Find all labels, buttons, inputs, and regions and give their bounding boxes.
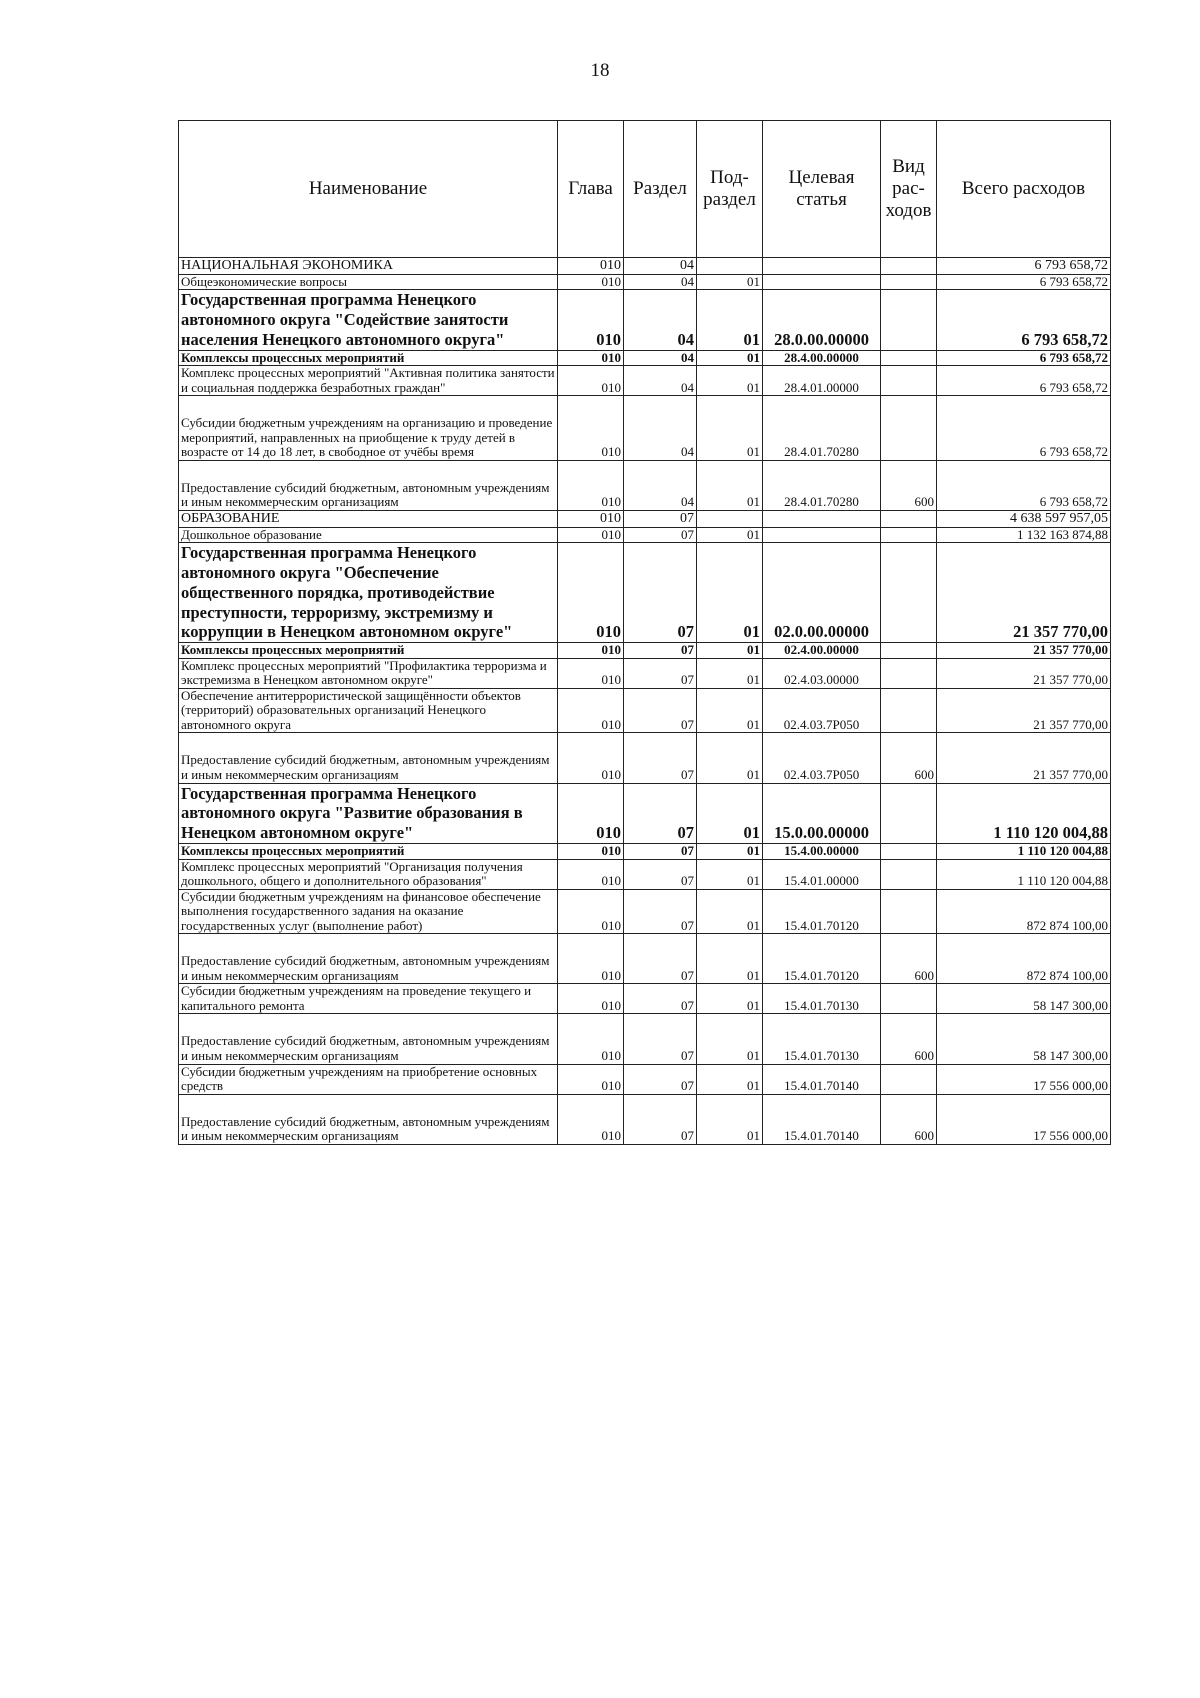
row-target: 02.4.03.00000: [763, 658, 881, 688]
row-total: 6 793 658,72: [937, 396, 1111, 461]
table-row: [179, 859, 1111, 889]
row-name: Комплекс процессных мероприятий "Активная политика занятости и социальная поддержка безработных граждан": [179, 366, 558, 396]
row-podrazdel: 01: [697, 460, 763, 510]
row-target: 15.4.01.70120: [763, 889, 881, 934]
row-total: 21 357 770,00: [937, 543, 1111, 643]
row-target: 15.4.01.70130: [763, 1014, 881, 1064]
row-razdel: 07: [624, 843, 697, 859]
row-podrazdel: [697, 510, 763, 527]
row-total: 4 638 597 957,05: [937, 510, 1111, 527]
row-vid: [881, 366, 937, 396]
row-target: 02.4.03.7Р050: [763, 688, 881, 733]
row-glava: 010: [558, 859, 624, 889]
header-podrazdel: Под- раздел: [697, 121, 763, 258]
row-podrazdel: 01: [697, 274, 763, 290]
row-vid: [881, 543, 937, 643]
row-vid: [881, 889, 937, 934]
row-vid: [881, 783, 937, 843]
row-podrazdel: 01: [697, 843, 763, 859]
table-row: [179, 396, 1111, 461]
row-glava: 010: [558, 350, 624, 366]
row-target: [763, 527, 881, 543]
row-total: 17 556 000,00: [937, 1064, 1111, 1094]
row-glava: 010: [558, 1014, 624, 1064]
row-target: 15.4.00.00000: [763, 843, 881, 859]
table-row: [179, 688, 1111, 733]
row-razdel: 07: [624, 510, 697, 527]
row-razdel: 04: [624, 366, 697, 396]
row-total: 1 132 163 874,88: [937, 527, 1111, 543]
row-total: 1 110 120 004,88: [937, 783, 1111, 843]
header-razdel: Раздел: [624, 121, 697, 258]
row-glava: 010: [558, 783, 624, 843]
row-name: Государственная программа Ненецкого автономного округа "Развитие образования в Ненецком автономном округе": [179, 783, 558, 843]
row-glava: 010: [558, 543, 624, 643]
row-target: 02.4.03.7Р050: [763, 733, 881, 783]
row-vid: [881, 1064, 937, 1094]
row-name: Субсидии бюджетным учреждениям на проведение текущего и капитального ремонта: [179, 984, 558, 1014]
row-razdel: 07: [624, 643, 697, 659]
row-target: [763, 510, 881, 527]
row-total: 6 793 658,72: [937, 460, 1111, 510]
row-glava: 010: [558, 1094, 624, 1144]
table-row: [179, 643, 1111, 659]
row-podrazdel: 01: [697, 889, 763, 934]
row-total: 17 556 000,00: [937, 1094, 1111, 1144]
row-razdel: 04: [624, 290, 697, 350]
row-glava: 010: [558, 889, 624, 934]
row-vid: [881, 510, 937, 527]
row-podrazdel: 01: [697, 366, 763, 396]
table-row: [179, 1064, 1111, 1094]
row-razdel: 07: [624, 527, 697, 543]
row-glava: 010: [558, 290, 624, 350]
row-name: Дошкольное образование: [179, 527, 558, 543]
row-razdel: 04: [624, 258, 697, 275]
row-glava: 010: [558, 258, 624, 275]
header-name: Наименование: [179, 121, 558, 258]
row-vid: [881, 290, 937, 350]
row-vid: 600: [881, 733, 937, 783]
row-podrazdel: 01: [697, 1014, 763, 1064]
row-vid: [881, 859, 937, 889]
row-target: 15.4.01.70140: [763, 1064, 881, 1094]
row-razdel: 07: [624, 783, 697, 843]
row-vid: [881, 843, 937, 859]
table-header-row: [179, 121, 1111, 258]
row-name: Государственная программа Ненецкого автономного округа "Содействие занятости населения Ненецкого автономного округа": [179, 290, 558, 350]
row-name: Субсидии бюджетным учреждениям на организацию и проведение мероприятий, направленных на приобщение к труду детей в возрасте от 14 до 18 лет, в свободное от учёбы время: [179, 396, 558, 461]
row-total: 58 147 300,00: [937, 1014, 1111, 1064]
row-vid: 600: [881, 1094, 937, 1144]
row-name: Предоставление субсидий бюджетным, автономным учреждениям и иным некоммерческим организациям: [179, 733, 558, 783]
row-vid: [881, 396, 937, 461]
row-target: 02.4.00.00000: [763, 643, 881, 659]
row-vid: [881, 527, 937, 543]
header-vid: Вид рас- ходов: [881, 121, 937, 258]
row-target: 28.4.01.70280: [763, 460, 881, 510]
row-razdel: 07: [624, 1094, 697, 1144]
row-razdel: 07: [624, 1064, 697, 1094]
table-body: [179, 258, 1111, 1145]
table-row: [179, 258, 1111, 275]
row-podrazdel: 01: [697, 1064, 763, 1094]
table-row: [179, 527, 1111, 543]
row-glava: 010: [558, 527, 624, 543]
row-total: 6 793 658,72: [937, 290, 1111, 350]
row-podrazdel: 01: [697, 934, 763, 984]
table-row: [179, 350, 1111, 366]
table-row: [179, 843, 1111, 859]
row-podrazdel: 01: [697, 658, 763, 688]
row-podrazdel: 01: [697, 543, 763, 643]
table-row: [179, 510, 1111, 527]
row-glava: 010: [558, 843, 624, 859]
row-podrazdel: 01: [697, 984, 763, 1014]
row-glava: 010: [558, 688, 624, 733]
table-row: [179, 1014, 1111, 1064]
table-row: [179, 934, 1111, 984]
row-vid: [881, 658, 937, 688]
row-vid: [881, 984, 937, 1014]
row-razdel: 07: [624, 658, 697, 688]
row-target: 02.0.00.00000: [763, 543, 881, 643]
row-glava: 010: [558, 460, 624, 510]
row-podrazdel: 01: [697, 1094, 763, 1144]
row-name: ОБРАЗОВАНИЕ: [179, 510, 558, 527]
row-razdel: 07: [624, 859, 697, 889]
header-glava: Глава: [558, 121, 624, 258]
row-name: Государственная программа Ненецкого автономного округа "Обеспечение общественного порядка, противодействие преступности, терроризму, экстремизму и коррупции в Ненецком автономном округе": [179, 543, 558, 643]
table-row: [179, 290, 1111, 350]
row-name: Комплекс процессных мероприятий "Организация получения дошкольного, общего и дополнительного образования": [179, 859, 558, 889]
row-target: 15.4.01.70130: [763, 984, 881, 1014]
table-row: [179, 274, 1111, 290]
row-razdel: 07: [624, 1014, 697, 1064]
row-glava: 010: [558, 1064, 624, 1094]
row-razdel: 04: [624, 460, 697, 510]
table-row: [179, 733, 1111, 783]
row-podrazdel: [697, 258, 763, 275]
row-total: 6 793 658,72: [937, 350, 1111, 366]
row-name: НАЦИОНАЛЬНАЯ ЭКОНОМИКА: [179, 258, 558, 275]
row-total: 21 357 770,00: [937, 733, 1111, 783]
row-podrazdel: 01: [697, 733, 763, 783]
row-total: 6 793 658,72: [937, 274, 1111, 290]
row-target: 28.4.00.00000: [763, 350, 881, 366]
row-total: 6 793 658,72: [937, 366, 1111, 396]
row-total: 58 147 300,00: [937, 984, 1111, 1014]
row-target: [763, 258, 881, 275]
row-total: 1 110 120 004,88: [937, 859, 1111, 889]
row-name: Обеспечение антитеррористической защищённости объектов (территорий) образовательных организаций Ненецкого автономного округа: [179, 688, 558, 733]
row-podrazdel: 01: [697, 643, 763, 659]
row-target: 15.0.00.00000: [763, 783, 881, 843]
row-name: Комплексы процессных мероприятий: [179, 843, 558, 859]
row-podrazdel: 01: [697, 859, 763, 889]
table-row: [179, 889, 1111, 934]
row-razdel: 04: [624, 274, 697, 290]
row-razdel: 07: [624, 543, 697, 643]
row-vid: [881, 350, 937, 366]
table-row: [179, 783, 1111, 843]
row-glava: 010: [558, 658, 624, 688]
row-vid: [881, 643, 937, 659]
row-target: 15.4.01.70120: [763, 934, 881, 984]
row-glava: 010: [558, 984, 624, 1014]
row-name: Общеэкономические вопросы: [179, 274, 558, 290]
row-target: 28.4.01.00000: [763, 366, 881, 396]
row-name: Предоставление субсидий бюджетным, автономным учреждениям и иным некоммерческим организациям: [179, 934, 558, 984]
table-row: [179, 460, 1111, 510]
row-total: 6 793 658,72: [937, 258, 1111, 275]
row-glava: 010: [558, 733, 624, 783]
table-row: [179, 1094, 1111, 1144]
page-number: 18: [590, 60, 610, 81]
row-glava: 010: [558, 934, 624, 984]
table-row: [179, 658, 1111, 688]
row-total: 21 357 770,00: [937, 643, 1111, 659]
row-target: 15.4.01.00000: [763, 859, 881, 889]
row-razdel: 07: [624, 934, 697, 984]
row-vid: 600: [881, 1014, 937, 1064]
row-vid: [881, 258, 937, 275]
row-name: Субсидии бюджетным учреждениям на приобретение основных средств: [179, 1064, 558, 1094]
row-razdel: 04: [624, 350, 697, 366]
table-row: [179, 543, 1111, 643]
row-glava: 010: [558, 366, 624, 396]
table-row: [179, 366, 1111, 396]
row-target: 15.4.01.70140: [763, 1094, 881, 1144]
header-total: Всего расходов: [937, 121, 1111, 258]
row-vid: 600: [881, 460, 937, 510]
row-total: 1 110 120 004,88: [937, 843, 1111, 859]
table-row: [179, 984, 1111, 1014]
row-target: 28.0.00.00000: [763, 290, 881, 350]
row-glava: 010: [558, 643, 624, 659]
row-razdel: 07: [624, 733, 697, 783]
budget-table: [178, 120, 1111, 1145]
row-total: 21 357 770,00: [937, 658, 1111, 688]
row-name: Комплексы процессных мероприятий: [179, 643, 558, 659]
row-total: 872 874 100,00: [937, 889, 1111, 934]
row-glava: 010: [558, 274, 624, 290]
row-podrazdel: 01: [697, 783, 763, 843]
row-podrazdel: 01: [697, 290, 763, 350]
row-name: Комплексы процессных мероприятий: [179, 350, 558, 366]
row-glava: 010: [558, 510, 624, 527]
row-name: Предоставление субсидий бюджетным, автономным учреждениям и иным некоммерческим организациям: [179, 1014, 558, 1064]
row-name: Предоставление субсидий бюджетным, автономным учреждениям и иным некоммерческим организациям: [179, 460, 558, 510]
row-podrazdel: 01: [697, 396, 763, 461]
row-podrazdel: 01: [697, 688, 763, 733]
row-vid: [881, 688, 937, 733]
row-podrazdel: 01: [697, 527, 763, 543]
row-name: Комплекс процессных мероприятий "Профилактика терроризма и экстремизма в Ненецком автономном округе": [179, 658, 558, 688]
row-total: 21 357 770,00: [937, 688, 1111, 733]
row-razdel: 07: [624, 889, 697, 934]
row-razdel: 07: [624, 984, 697, 1014]
row-glava: 010: [558, 396, 624, 461]
row-target: [763, 274, 881, 290]
row-podrazdel: 01: [697, 350, 763, 366]
row-razdel: 07: [624, 688, 697, 733]
row-razdel: 04: [624, 396, 697, 461]
row-target: 28.4.01.70280: [763, 396, 881, 461]
row-vid: 600: [881, 934, 937, 984]
row-name: Предоставление субсидий бюджетным, автономным учреждениям и иным некоммерческим организациям: [179, 1094, 558, 1144]
row-total: 872 874 100,00: [937, 934, 1111, 984]
header-target: Целевая статья: [763, 121, 881, 258]
row-vid: [881, 274, 937, 290]
row-name: Субсидии бюджетным учреждениям на финансовое обеспечение выполнения государственного задания на оказание государственных услуг (выполнение работ): [179, 889, 558, 934]
